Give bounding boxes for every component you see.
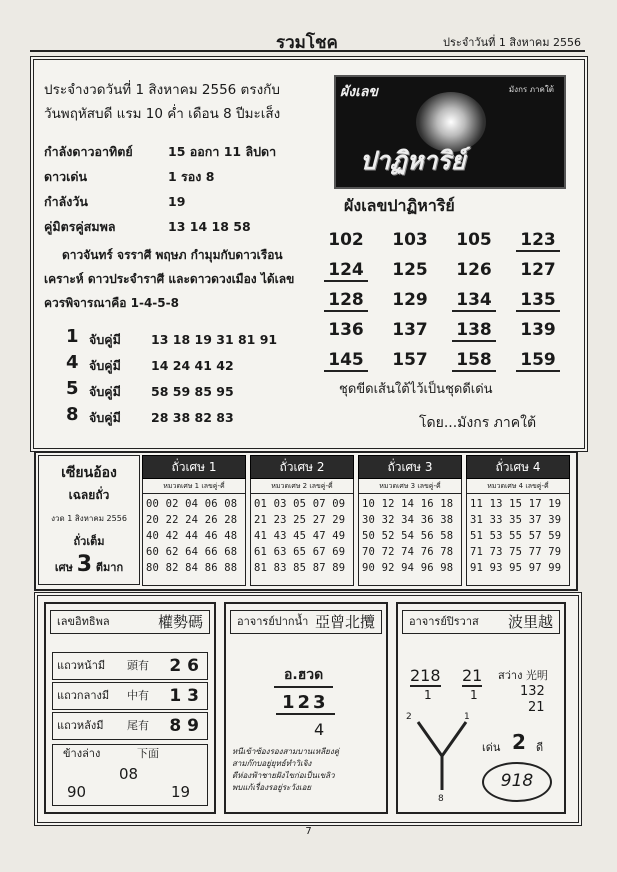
sien-subtitle: เฉลยถั่ว — [68, 488, 110, 502]
tua-row: 40 42 44 46 48 — [146, 530, 238, 542]
row-chinese: 中有 — [127, 689, 149, 702]
intro-line: วันพฤหัสบดี แรม 10 ค่ำ เดือน 8 ปีมะเส็ง — [44, 106, 281, 122]
pirawat-title: อาจารย์ปิรวาส — [409, 615, 479, 628]
grid-number: 159 — [516, 350, 560, 372]
pair-values: 14 24 41 42 — [151, 358, 234, 373]
intro-text — [44, 78, 280, 126]
tua-subheader: หมวดเศษ 4 เลขคู่-คี่ — [466, 479, 570, 494]
grid-number: 139 — [520, 319, 556, 340]
pirawat-number: 218 — [410, 666, 441, 685]
tua-subheader: หมวดเศษ 3 เลขคู่-คี่ — [358, 479, 462, 494]
page-number: 7 — [305, 826, 312, 837]
tua-panel — [34, 451, 578, 591]
influence-box — [44, 602, 216, 814]
grid-number: 134 — [452, 290, 496, 312]
tua-header: ถั่วเศษ 1 — [142, 455, 246, 479]
pirawat-number: 21 — [462, 666, 483, 685]
below-box — [52, 744, 208, 806]
grid-number: 157 — [392, 349, 428, 370]
tua-body — [250, 494, 354, 586]
tua-row: 30 32 34 36 38 — [362, 514, 454, 526]
tua-row: 80 82 84 86 88 — [146, 562, 238, 574]
row-title: แถวหลังมี — [57, 719, 104, 732]
grid-number: 124 — [324, 260, 368, 282]
paknam-name: อ.ฮวด — [274, 664, 333, 688]
grid-number: 136 — [328, 319, 364, 340]
pirawat-sub: 1 — [424, 688, 432, 702]
tua-row: 81 83 85 87 89 — [254, 562, 346, 574]
tua-header: ถั่วเศษ 3 — [358, 455, 462, 479]
sien-number: 3 — [76, 552, 93, 577]
chart-title: ผังเลขปาฏิหาริย์ — [344, 196, 455, 215]
signature-number: 918 — [482, 762, 552, 802]
desc-line: ควรพิจารณาคือ 1-4-5-8 — [44, 296, 179, 310]
poem-line: พบแก้เรื่องรอยู่ระวังเอย — [232, 783, 312, 792]
below-number: 19 — [171, 783, 191, 801]
paknam-box — [224, 602, 388, 814]
pair-row — [89, 356, 234, 376]
grid-number: 126 — [456, 259, 492, 280]
tua-table — [142, 455, 246, 583]
tua-header: ถั่วเศษ 2 — [250, 455, 354, 479]
info-value: 1 รอง 8 — [168, 169, 215, 184]
grid-number: 158 — [452, 350, 496, 372]
miracle-logo — [334, 75, 566, 189]
info-row — [44, 192, 185, 212]
tua-row: 00 02 04 06 08 — [146, 498, 238, 510]
tua-row: 61 63 65 67 69 — [254, 546, 346, 558]
paknam-bottom: 4 — [314, 720, 325, 739]
tua-row: 50 52 54 56 58 — [362, 530, 454, 542]
tua-row: 70 72 74 76 78 — [362, 546, 454, 558]
influence-chinese: 權勢碼 — [157, 613, 203, 631]
grid-number: 128 — [324, 290, 368, 312]
tua-row: 60 62 64 66 68 — [146, 546, 238, 558]
pirawat-header — [402, 610, 560, 634]
tua-table — [250, 455, 354, 583]
sien-title: เซียนอ้อง — [61, 465, 117, 481]
paknam-poem — [232, 746, 339, 794]
influence-title: เลขอิทธิพล — [57, 615, 110, 628]
pirawat-box — [396, 602, 566, 814]
poem-line: หนีเข้าซ้องรองสามบานเหลียงคู่ — [232, 747, 340, 756]
tua-row: 91 93 95 97 99 — [470, 562, 562, 574]
below-number: 08 — [119, 765, 139, 783]
pair-number: 4 — [66, 352, 79, 373]
row-number: 8 9 — [169, 716, 199, 736]
tua-row: 20 22 24 26 28 — [146, 514, 238, 526]
tua-row: 21 23 25 27 29 — [254, 514, 346, 526]
sien-suffix: ตีมาก — [95, 561, 124, 574]
grid-number: 135 — [516, 290, 560, 312]
pair-label: จับคู่มี — [89, 332, 121, 347]
below-number: 90 — [67, 783, 87, 801]
row-number: 2 6 — [169, 656, 199, 676]
logo-small-text: มังกร ภาคใต้ — [508, 85, 554, 94]
info-value: 13 14 18 58 — [168, 219, 251, 234]
bottom-panel — [34, 592, 582, 826]
paknam-header — [230, 610, 382, 634]
tua-body — [466, 494, 570, 586]
issue-date: ประจำวันที่ 1 สิงหาคม 2556 — [443, 36, 581, 49]
info-key: กำลังวัน — [44, 194, 88, 209]
pair-values: 28 38 82 83 — [151, 410, 234, 425]
row-title: แถวหน้ามี — [57, 659, 106, 672]
desc-line: เคราะห์ ดาวประจำราศี และดาวดวงเมือง ได้เลข — [44, 272, 295, 286]
sien-box — [38, 455, 140, 585]
sien-prefix: เศษ — [54, 561, 73, 574]
influence-row — [52, 682, 208, 710]
tua-row: 51 53 55 57 59 — [470, 530, 562, 542]
row-number: 1 3 — [169, 686, 199, 706]
tua-row: 41 43 45 47 49 — [254, 530, 346, 542]
tua-subheader: หมวดเศษ 1 เลขคู่-คี่ — [142, 479, 246, 494]
info-row — [44, 142, 276, 162]
desc-line: ดาวจันทร์ จรราศี พฤษภ กำมุมกับดาวเรือน — [62, 248, 283, 262]
pirawat-sub: 132 — [520, 684, 545, 699]
grid-number: 123 — [516, 230, 560, 252]
pair-values: 13 18 19 31 81 91 — [151, 332, 278, 347]
grid-number: 129 — [392, 289, 428, 310]
pirawat-label: สว่าง 光明 — [498, 669, 548, 682]
sien-label: ถั่วเต็ม — [73, 535, 105, 548]
chart-note: ชุดขีดเส้นใต้ไว้เป็นชุดดีเด่น — [339, 382, 493, 397]
pair-row — [89, 382, 234, 402]
poem-line: ดีห่องฟ้าชายฝังไขก่อเป็นเขลิว — [232, 771, 335, 780]
info-key: ดาวเด่น — [44, 169, 88, 184]
magazine-title: รวมโชค — [276, 33, 338, 53]
dee-label: ดี — [536, 741, 544, 754]
info-key: กำลังดาวอาทิตย์ — [44, 144, 133, 159]
page-header — [30, 28, 585, 52]
paknam-title: อาจารย์ปากน้ำ — [237, 615, 309, 628]
grid-number: 125 — [392, 259, 428, 280]
tua-table — [466, 455, 570, 583]
tua-row: 90 92 94 96 98 — [362, 562, 454, 574]
grid-number: 127 — [520, 259, 556, 280]
den-number: 2 — [512, 730, 526, 754]
pair-number: 1 — [66, 326, 79, 347]
sien-result — [39, 552, 139, 577]
info-row — [44, 217, 251, 237]
pair-row — [89, 330, 277, 350]
grid-number: 137 — [392, 319, 428, 340]
influence-header — [50, 610, 210, 634]
y-right: 1 — [464, 712, 470, 722]
den-label: เด่น — [482, 741, 501, 754]
intro-line: ประจำงวดวันที่ 1 สิงหาคม 2556 ตรงกับ — [44, 82, 280, 98]
row-chinese: 尾有 — [127, 719, 149, 732]
pair-label: จับคู่มี — [89, 384, 121, 399]
tua-body — [358, 494, 462, 586]
grid-number: 145 — [324, 350, 368, 372]
tua-subheader: หมวดเศษ 2 เลขคู่-คี่ — [250, 479, 354, 494]
info-key: คู่มิตรคู่สมพล — [44, 219, 116, 234]
grid-number: 102 — [328, 230, 364, 250]
top-panel — [30, 56, 588, 452]
grid-number: 103 — [392, 230, 428, 250]
influence-row — [52, 652, 208, 680]
below-chinese: 下面 — [137, 747, 159, 760]
tua-row: 01 03 05 07 09 — [254, 498, 346, 510]
tua-table — [358, 455, 462, 583]
paknam-chinese: 亞曾北攬 — [314, 613, 375, 631]
tua-header: ถั่วเศษ 4 — [466, 455, 570, 479]
pair-number: 8 — [66, 404, 79, 425]
tua-body — [142, 494, 246, 586]
row-title: แถวกลางมี — [57, 689, 110, 702]
tua-row: 11 13 15 17 19 — [470, 498, 562, 510]
row-chinese: 頭有 — [127, 659, 149, 672]
y-left: 2 — [406, 712, 412, 722]
pirawat-sub: 21 — [528, 700, 545, 715]
pair-row — [89, 408, 234, 428]
y-bottom: 8 — [438, 794, 444, 804]
pair-label: จับคู่มี — [89, 410, 121, 425]
tua-row: 71 73 75 77 79 — [470, 546, 562, 558]
poem-line: สามก๊กบอยู่ยุทธ์ทำวิเจิง — [232, 759, 312, 768]
info-value: 19 — [168, 194, 186, 209]
tua-row: 10 12 14 16 18 — [362, 498, 454, 510]
logo-side-text: ผังเลข — [340, 84, 378, 100]
pair-label: จับคู่มี — [89, 358, 121, 373]
pair-number: 5 — [66, 378, 79, 399]
info-row — [44, 167, 214, 187]
info-value: 15 ออกา 11 ลิปดา — [168, 144, 277, 159]
grid-number: 105 — [456, 230, 492, 250]
sien-date: งวด 1 สิงหาคม 2556 — [51, 514, 127, 523]
influence-row — [52, 712, 208, 740]
paknam-top: 123 — [276, 692, 335, 715]
pirawat-sub: 1 — [470, 688, 478, 702]
tua-row: 31 33 35 37 39 — [470, 514, 562, 526]
below-title: ข้างล่าง — [63, 747, 101, 760]
chart-author: โดย...มังกร ภาคใต้ — [419, 415, 537, 431]
pair-values: 58 59 85 95 — [151, 384, 234, 399]
grid-number: 138 — [452, 320, 496, 342]
pirawat-chinese: 波里越 — [507, 613, 553, 631]
y-diagram — [412, 716, 472, 796]
logo-big-text: ปาฏิหาริย์ — [360, 146, 466, 175]
